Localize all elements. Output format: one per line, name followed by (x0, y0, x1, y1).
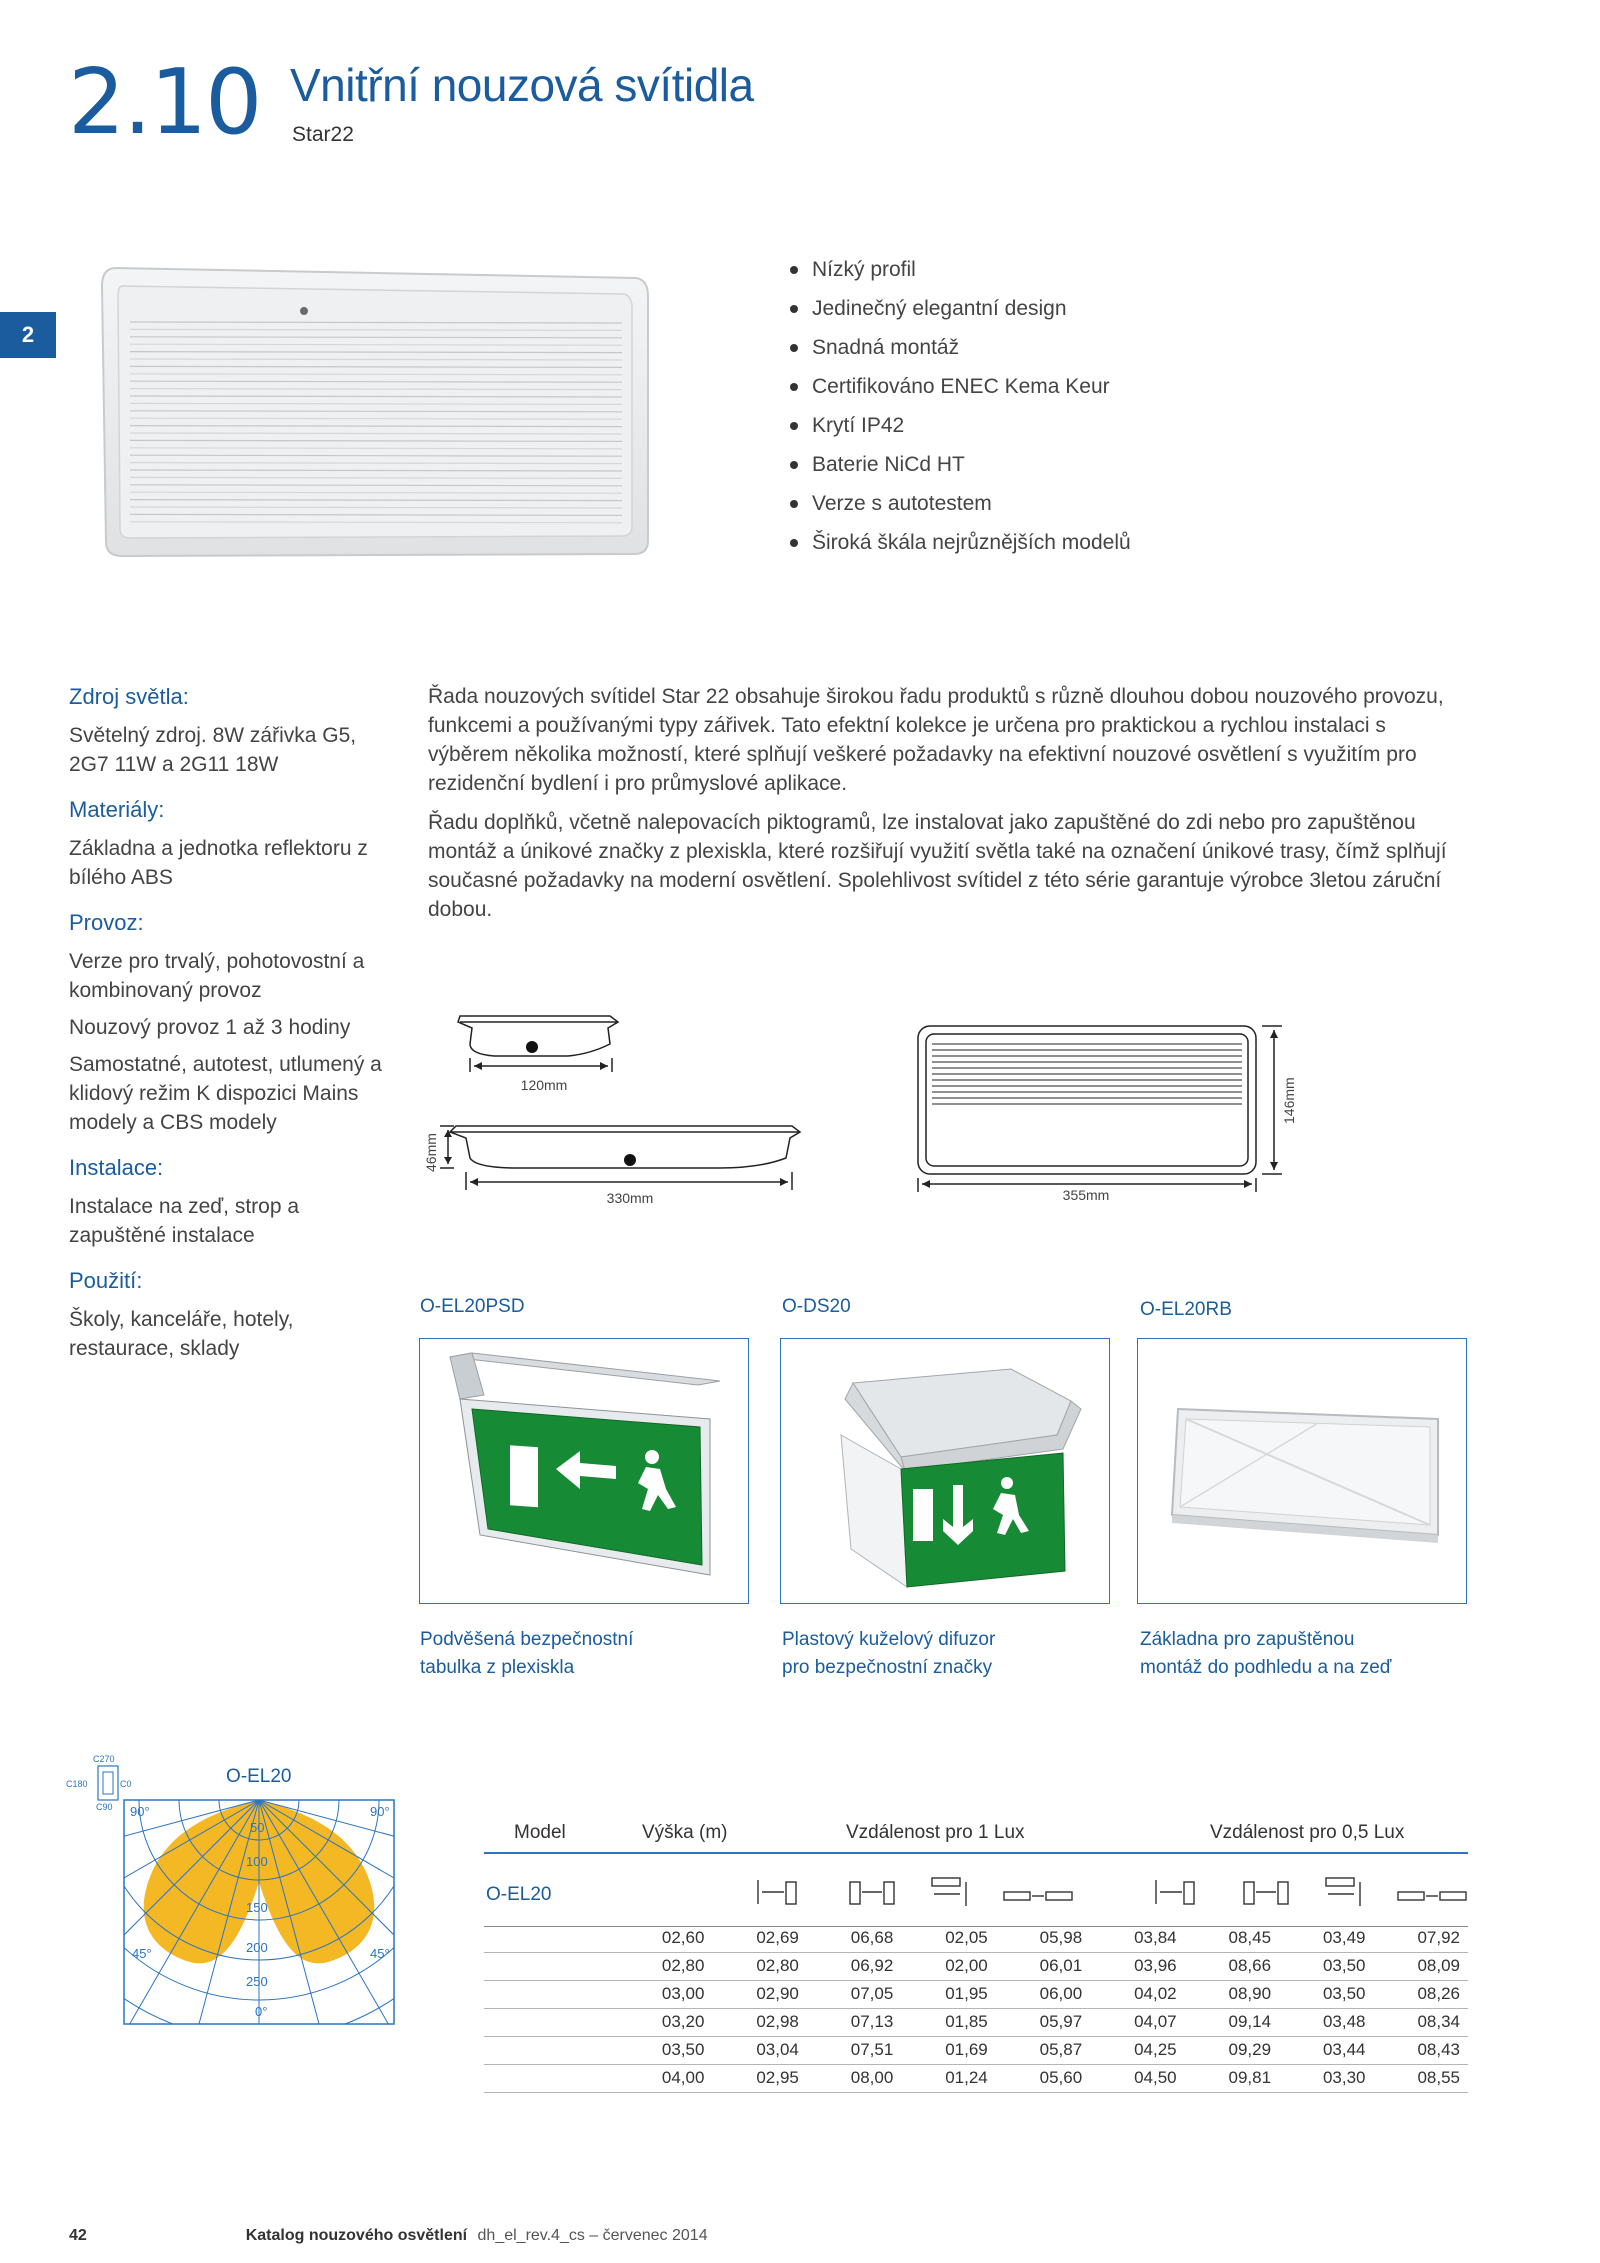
table-cell: 04,50 (1134, 2068, 1177, 2087)
table-cell: 02,05 (945, 1927, 988, 1947)
feature-item: Krytí IP42 (790, 412, 1131, 451)
table-cell: 03,04 (756, 2040, 799, 2059)
wall-distance-icon-2 (1156, 1880, 1194, 1904)
accessory-code: O-EL20PSD (420, 1296, 525, 1317)
feature-list (790, 256, 1131, 568)
table-cell: 03,50 (1322, 1956, 1366, 1975)
table-cell: 07,13 (850, 2012, 894, 2031)
footer (69, 2227, 708, 2245)
table-cell: 07,05 (850, 1984, 894, 2003)
table-cell-spacer (484, 1980, 618, 2008)
table-cell: 09,14 (1228, 2012, 1272, 2031)
polar-c270: C270 (93, 1754, 115, 1764)
description (428, 682, 1458, 934)
table-cell: 01,69 (945, 2040, 988, 2059)
bullet-icon (790, 422, 798, 430)
polar-angle-90-right: 90° (370, 1804, 390, 1819)
table-cell: 02,95 (756, 2068, 799, 2087)
model-name: O-EL20 (486, 1884, 552, 1905)
accessory-code: O-EL20RB (1140, 1299, 1232, 1320)
side-distance-icon (850, 1882, 894, 1904)
table-cell: 02,98 (756, 2012, 799, 2031)
polar-c180: C180 (66, 1779, 88, 1789)
accessory-caption: Plastový kuželový difuzor pro bezpečnostní značky (782, 1629, 996, 1678)
table-cell: 06,01 (1039, 1956, 1083, 1975)
feature-item: Snadná montáž (790, 334, 1131, 373)
bullet-icon (790, 266, 798, 274)
spec-text: Základna a jednotka reflektoru z bílého ABS (69, 837, 368, 889)
dimension-drawings (420, 1000, 1320, 1210)
column-header-height: Výška (m) (642, 1822, 728, 1843)
section-number: 2.10 (68, 50, 261, 155)
end-wall-distance-icon-2 (1326, 1878, 1360, 1906)
table-cell-spacer (484, 2036, 618, 2064)
spec-heading: Instalace: (69, 1155, 164, 1180)
table-cell: 05,60 (1039, 2068, 1083, 2087)
feature-item: Verze s autotestem (790, 490, 1131, 529)
polar-r200: 200 (246, 1940, 268, 1955)
feature-item: Baterie NiCd HT (790, 451, 1131, 490)
product-photo (96, 256, 656, 566)
polar-r50: 50 (250, 1820, 265, 1835)
spec-text: Samostatné, autotest, utlumený a klidový režim K dispozici Mains modely a CBS modely (69, 1053, 382, 1134)
page-title: Vnitřní nouzová svítidla (290, 59, 754, 111)
table-cell: 03,49 (1322, 1927, 1366, 1947)
table-row (484, 1980, 1468, 2008)
table-cell: 02,80 (756, 1956, 799, 1975)
dim-depth: 120mm (520, 1077, 568, 1093)
polar-c0: C0 (120, 1779, 132, 1789)
table-cell: 01,95 (945, 1984, 988, 2003)
polar-angle-90-left: 90° (130, 1804, 150, 1819)
accessory-image-recessed-base (1137, 1338, 1467, 1604)
dim-width-side: 330mm (606, 1190, 654, 1206)
feature-item: Široká škála nejrůznějších modelů (790, 529, 1131, 568)
photometric-diagram (60, 1752, 420, 2028)
catalog-reference: dh_el_rev.4_cs – červenec 2014 (477, 2227, 708, 2244)
polar-c90: C90 (96, 1802, 113, 1812)
table-cell: 07,92 (1417, 1927, 1460, 1947)
dim-height-front: 146mm (1281, 1077, 1297, 1124)
wall-distance-icon (758, 1880, 796, 1904)
spec-text: Světelný zdroj. 8W zářivka G5, 2G7 11W a 2G11 18W (69, 724, 357, 776)
description-paragraph: Řadu doplňků, včetně nalepovacích piktogramů, lze instalovat jako zapuštěné do zdi nebo pro zapuštěnou montáž a únikové značky z plexiskla, které rozšiřují využití světla také na označení únikové trasy, čímž splňují současné požadavky na moderní osvětlení. Spolehlivost svítidel z této série garantuje výrobce 3letou záruční dobou. (428, 811, 1447, 921)
spec-heading: Zdroj světla: (69, 684, 189, 709)
end-wall-distance-icon (932, 1878, 966, 1906)
accessory-code: O-DS20 (782, 1296, 851, 1317)
description-paragraph: Řada nouzových svítidel Star 22 obsahuje širokou řadu produktů s různě dlouhou dobou nouzového provozu, funkcemi a používanými typy zářivek. Tato efektní kolekce je určena pro praktickou a rychlou instalaci s výběrem několika možností, které splňují veškeré požadavky na efektivní nouzové osvětlení s využitím pro rezidenční bydlení i pro průmyslové aplikace. (428, 685, 1444, 795)
spec-installation (69, 1153, 399, 1250)
polar-angle-0: 0° (255, 2004, 268, 2019)
table-cell: 02,00 (945, 1956, 988, 1975)
table-cell: 09,81 (1228, 2068, 1272, 2087)
polar-r100: 100 (246, 1854, 268, 1869)
column-header-model: Model (514, 1822, 566, 1843)
table-cell: 03,50 (1322, 1984, 1366, 2003)
table-cell: 08,26 (1417, 1984, 1460, 2003)
accessory-image-diffuser (780, 1338, 1110, 1604)
distance-table (484, 1808, 1468, 2087)
table-cell: 07,51 (850, 2040, 894, 2059)
table-cell: 08,43 (1417, 2040, 1460, 2059)
table-cell: 09,29 (1228, 2040, 1272, 2059)
bullet-icon (790, 500, 798, 508)
accessory-caption: Základna pro zapuštěnou montáž do podhledu a na zeď (1140, 1629, 1392, 1678)
table-cell: 04,25 (1134, 2040, 1177, 2059)
feature-item: Certifikováno ENEC Kema Keur (790, 373, 1131, 412)
table-cell: 05,98 (1039, 1927, 1083, 1947)
table-cell: 08,55 (1417, 2068, 1460, 2087)
table-cell: 08,09 (1417, 1956, 1460, 1975)
column-header-lux05: Vzdálenost pro 0,5 Lux (1210, 1822, 1405, 1843)
spec-heading: Materiály: (69, 797, 165, 822)
table-row (484, 2064, 1468, 2092)
spec-text: Školy, kanceláře, hotely, restaurace, sklady (69, 1308, 294, 1360)
table-cell: 03,44 (1322, 2040, 1366, 2059)
polar-r250: 250 (246, 1974, 268, 1989)
polar-angle-45-right: 45° (370, 1946, 390, 1961)
page-subtitle: Star22 (292, 123, 354, 146)
polar-r150: 150 (246, 1900, 268, 1915)
table-row (484, 1924, 1468, 1952)
table-cell: 03,30 (1322, 2068, 1366, 2087)
spec-text: Verze pro trvalý, pohotovostní a kombinovaný provoz (69, 950, 365, 1002)
bullet-icon (790, 383, 798, 391)
table-cell: 06,00 (1039, 1984, 1083, 2003)
table-cell-spacer (484, 1924, 618, 1952)
distance-data-table (484, 1924, 1468, 2093)
table-row (484, 2008, 1468, 2036)
table-cell-spacer (484, 2064, 618, 2092)
table-cell: 08,90 (1228, 1984, 1272, 2003)
feature-item: Jedinečný elegantní design (790, 295, 1131, 334)
spec-materials (69, 795, 399, 892)
table-cell: 08,45 (1228, 1927, 1272, 1947)
polar-title: O-EL20 (226, 1766, 292, 1787)
table-cell: 03,48 (1322, 2012, 1366, 2031)
table-cell: 03,84 (1134, 1927, 1177, 1947)
spec-heading: Použití: (69, 1268, 143, 1293)
table-cell: 04,07 (1134, 2012, 1177, 2031)
table-cell: 03,50 (661, 2040, 705, 2059)
distance-icons-row (754, 1874, 1468, 1910)
feature-item: Nízký profil (790, 256, 1131, 295)
end-distance-icon-2 (1398, 1892, 1466, 1900)
table-cell: 02,90 (756, 1984, 799, 2003)
table-cell: 01,24 (945, 2068, 988, 2087)
catalog-title: Katalog nouzového osvětlení (245, 2227, 468, 2244)
spec-text: Nouzový provoz 1 až 3 hodiny (69, 1016, 351, 1039)
chapter-tab: 2 (0, 312, 56, 358)
table-cell: 01,85 (945, 2012, 988, 2031)
dim-height: 46mm (423, 1133, 439, 1172)
table-cell-spacer (484, 1952, 618, 1980)
bullet-icon (790, 344, 798, 352)
end-distance-icon (1004, 1892, 1072, 1900)
table-cell: 05,87 (1039, 2040, 1083, 2059)
table-row (484, 2036, 1468, 2064)
bullet-icon (790, 539, 798, 547)
side-distance-icon-2 (1244, 1882, 1288, 1904)
table-cell-spacer (484, 2008, 618, 2036)
table-cell: 02,60 (661, 1927, 705, 1947)
table-cell: 03,20 (661, 2012, 705, 2031)
table-cell: 08,00 (850, 2068, 894, 2087)
column-header-lux1: Vzdálenost pro 1 Lux (846, 1822, 1025, 1843)
page-number: 42 (69, 2227, 87, 2244)
table-cell: 02,80 (661, 1956, 705, 1975)
table-row (484, 1952, 1468, 1980)
table-cell: 05,97 (1039, 2012, 1083, 2031)
table-cell: 06,68 (850, 1927, 894, 1947)
table-cell: 08,34 (1417, 2012, 1460, 2031)
table-cell: 03,96 (1134, 1956, 1177, 1975)
table-cell: 04,02 (1134, 1984, 1177, 2003)
table-cell: 08,66 (1228, 1956, 1272, 1975)
table-cell: 06,92 (850, 1956, 894, 1975)
spec-operation (69, 908, 399, 1137)
polar-angle-45-left: 45° (132, 1946, 152, 1961)
table-cell: 02,69 (756, 1927, 799, 1947)
spec-heading: Provoz: (69, 910, 144, 935)
table-cell: 03,00 (661, 1984, 705, 2003)
table-cell: 04,00 (661, 2068, 705, 2087)
spec-light-source (69, 682, 399, 779)
spec-column (69, 682, 399, 1379)
accessory-caption: Podvěšená bezpečnostní tabulka z plexiskla (420, 1629, 634, 1678)
bullet-icon (790, 305, 798, 313)
accessory-image-suspended-sign (419, 1338, 749, 1604)
spec-usage (69, 1266, 399, 1363)
bullet-icon (790, 461, 798, 469)
dim-width-front: 355mm (1062, 1187, 1110, 1203)
spec-text: Instalace na zeď, strop a zapuštěné instalace (69, 1195, 300, 1247)
